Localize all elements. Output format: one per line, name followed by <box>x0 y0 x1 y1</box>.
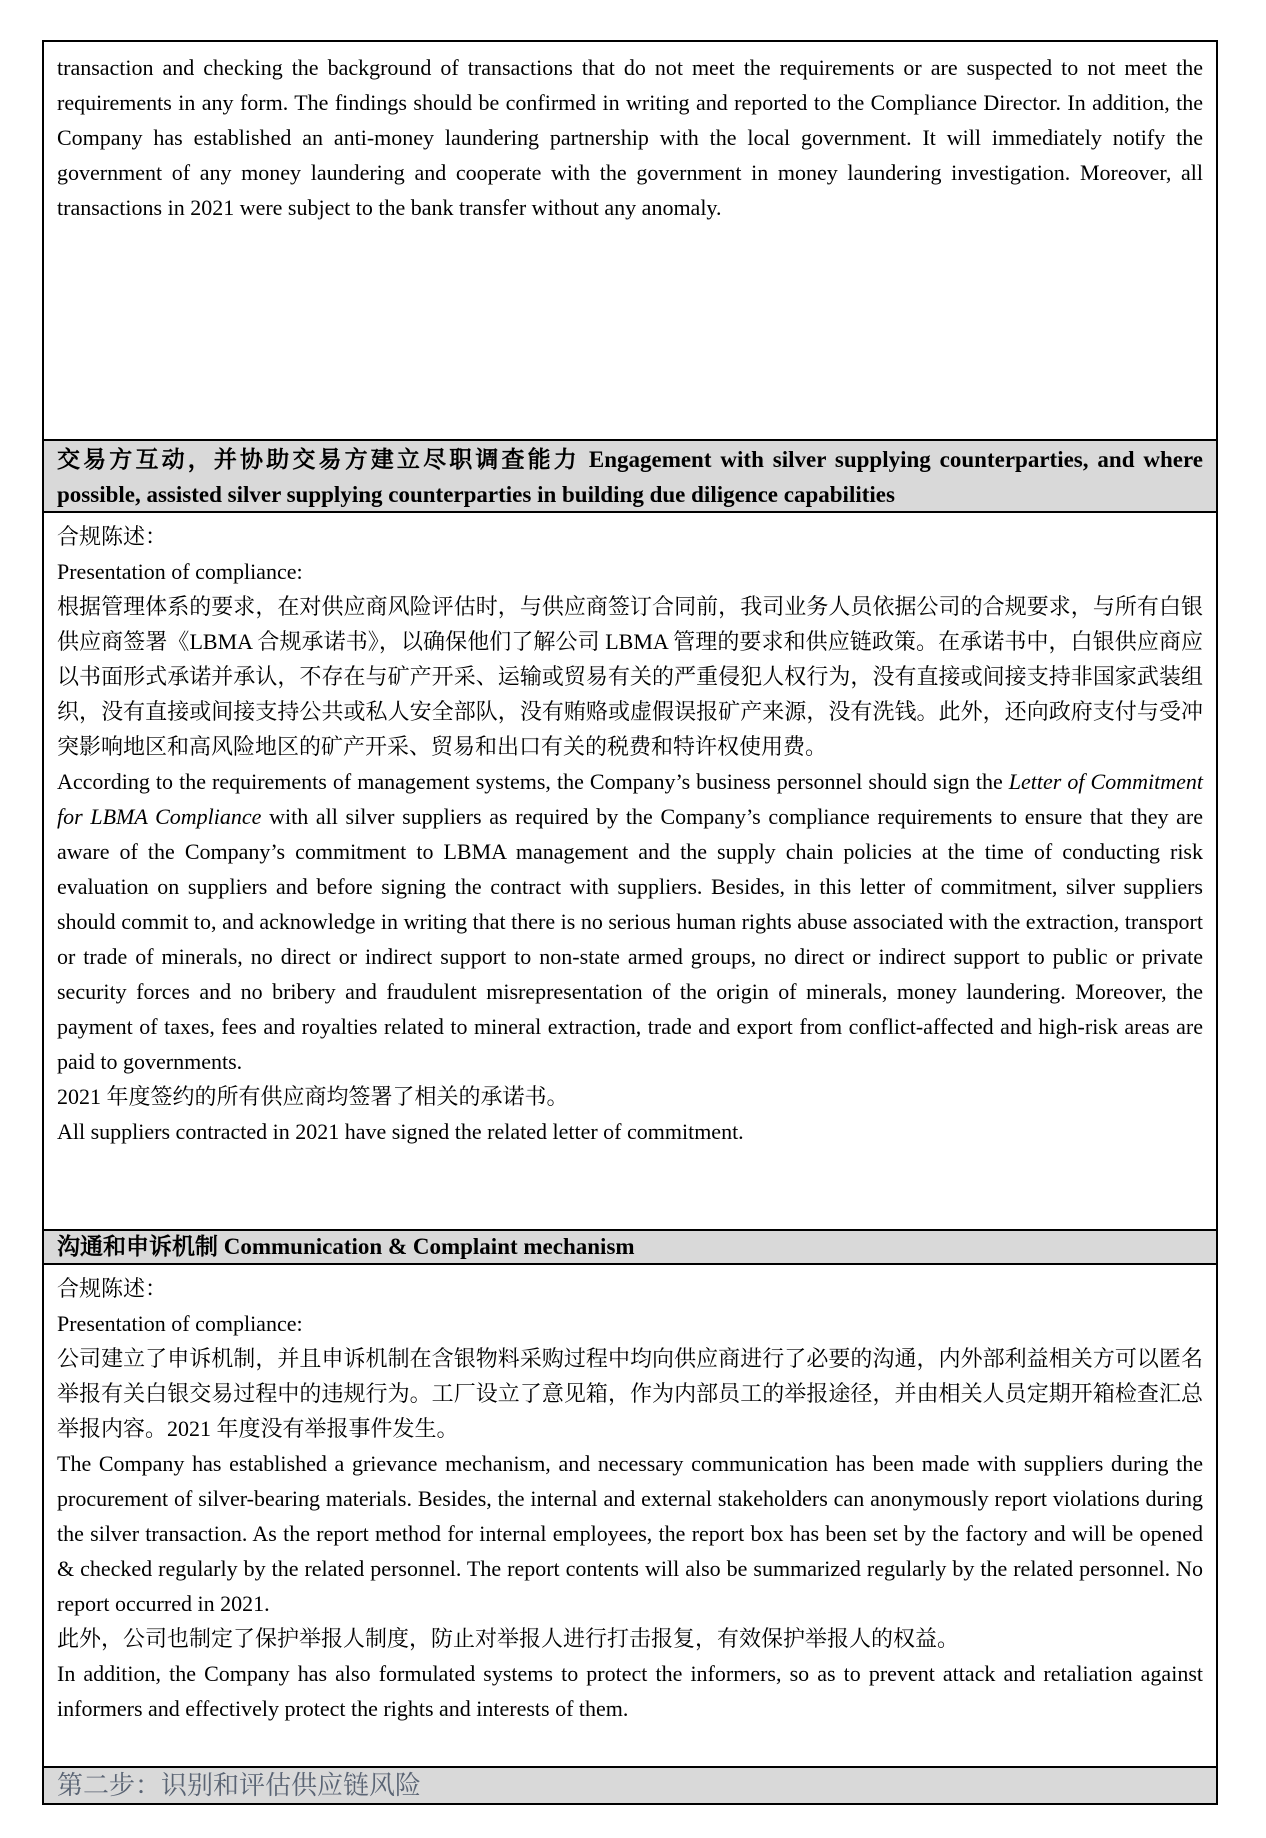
communication-paragraph-cn: 公司建立了申诉机制，并且申诉机制在含银物料采购过程中均向供应商进行了必要的沟通，内外部利益相关方可以匿名举报有关白银交易过程中的违规行为。工厂设立了意见箱，作为内部员工的举报途径，并由相关人员定期开箱检查汇总举报内容。2021 年度没有举报事件发生。 <box>57 1346 1203 1441</box>
engagement-paragraph-en <box>57 764 1203 1079</box>
engagement-paragraph-cn: 根据管理体系的要求，在对供应商风险评估时，与供应商签订合同前，我司业务人员依据公司的合规要求，与所有白银供应商签署《LBMA 合规承诺书》，以确保他们了解公司 LBMA 管理的要求和供应链政策。在承诺书中，白银供应商应以书面形式承诺并承认，不存在与矿产开采、运输或贸易有关的严重侵犯人权行为，没有直接或间接支持非国家武装组织，没有直接或间接支持公共或私人安全部队，没有贿赂或虚假误报矿产来源，没有洗钱。此外，还向政府支付与受冲突影响地区和高风险地区的矿产开采、贸易和出口有关的税费和特许权使用费。 <box>57 594 1203 759</box>
compliance-report-table <box>42 40 1218 1805</box>
header-engagement-row <box>44 439 1216 511</box>
communication-informer-line-cn: 此外，公司也制定了保护举报人制度，防止对举报人进行打击报复，有效保护举报人的权益。 <box>57 1626 960 1651</box>
footer-step2-row <box>44 1766 1216 1803</box>
header-communication-row <box>44 1229 1216 1263</box>
header-engagement-label: 交易方互动，并协助交易方建立尽职调查能力 Engagement with silver supplying counterparties, and where possible, assisted silver supplying counterparties in building due diligence capabilities <box>57 447 1203 507</box>
engagement-paragraph-en-post: with all silver suppliers as required by the Company’s compliance requirements to ensure that they are aware of the Company’s commitment to LBMA management and the supply chain policies at the time of conducting risk evaluation on suppliers and before signing the contract with suppliers. Besides, in this letter of commitment, silver suppliers should commit to, and acknowledge in writing that there is no serious human rights abuse associated with the extraction, transport or trade of minerals, no direct or indirect support to non-state armed groups, no direct or indirect support to public or private security forces and no bribery and fraudulent misrepresentation of the origin of minerals, money laundering. Moreover, the payment of taxes, fees and royalties related to mineral extraction, trade and export from conflict-affected and high-risk areas are paid to governments. <box>57 804 1203 1074</box>
communication-label-en: Presentation of compliance: <box>57 1311 303 1336</box>
communication-label-cn: 合规陈述： <box>57 1276 168 1301</box>
engagement-label-en: Presentation of compliance: <box>57 559 303 584</box>
engagement-signed-line-en: All suppliers contracted in 2021 have signed the related letter of commitment. <box>57 1119 744 1144</box>
aml-paragraph: transaction and checking the background of transactions that do not meet the requirements or are suspected to not meet the requirements in any form. The findings should be confirmed in writing and reported to the Compliance Director. In addition, the Company has established an anti-money laundering partnership with the local government. It will immediately notify the government of any money laundering and cooperate with the government in money laundering investigation. Moreover, all transactions in 2021 were subject to the bank transfer without any anomaly. <box>57 55 1203 220</box>
header-communication-label: 沟通和申诉机制 Communication & Complaint mechanism <box>57 1234 635 1259</box>
communication-paragraph-en: The Company has established a grievance mechanism, and necessary communication has been made with suppliers during the procurement of silver-bearing materials. Besides, the internal and external stakeholders can anonymously report violations during the silver transaction. As the report method for internal employees, the report box has been set by the factory and will be opened & checked regularly by the related personnel. The report contents will also be summarized regularly by the related personnel. No report occurred in 2021. <box>57 1451 1203 1616</box>
communication-informer-paragraph-en: In addition, the Company has also formulated systems to protect the informers, so as to prevent attack and retaliation against informers and effectively protect the rights and interests of them. <box>57 1661 1203 1721</box>
engagement-signed-line-cn: 2021 年度签约的所有供应商均签署了相关的承诺书。 <box>57 1084 569 1109</box>
section-engagement-compliance <box>44 511 1216 1229</box>
section-aml-continued <box>44 42 1216 439</box>
engagement-paragraph-en-pre: According to the requirements of management systems, the Company’s business personnel should sign the <box>57 769 1009 794</box>
engagement-label-cn: 合规陈述： <box>57 524 168 549</box>
section-communication-compliance <box>44 1263 1216 1766</box>
footer-step2-label: 第二步：识别和评估供应链风险 <box>57 1770 422 1800</box>
engagement-letter-title-italic: Letter of Commitment for LBMA Compliance <box>57 769 1203 829</box>
